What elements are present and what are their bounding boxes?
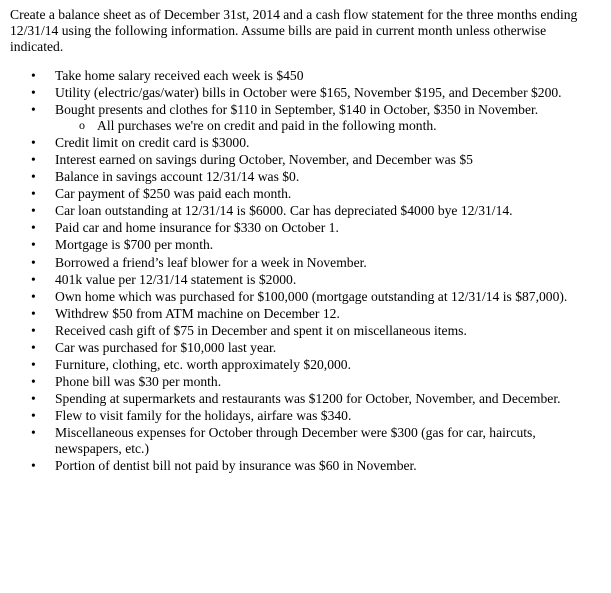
bullet-icon: • bbox=[31, 408, 36, 424]
list-item-text: Furniture, clothing, etc. worth approximately $20,000. bbox=[55, 357, 351, 373]
list-item bbox=[10, 169, 595, 185]
list-item-text: Miscellaneous expenses for October through December were $300 (gas for car, haircuts, newspapers, etc.) bbox=[55, 425, 536, 457]
list-item bbox=[10, 135, 595, 151]
list-item-text: 401k value per 12/31/14 statement is $2000. bbox=[55, 271, 297, 287]
list-item-text: Own home which was purchased for $100,000 (mortgage outstanding at 12/31/14 is $87,000). bbox=[55, 288, 568, 304]
list-item-text: Car was purchased for $10,000 last year. bbox=[55, 340, 277, 355]
bullet-icon: • bbox=[31, 288, 36, 304]
list-item bbox=[10, 323, 595, 339]
list-item-text: Phone bill was $30 per month. bbox=[55, 374, 222, 390]
list-item-text: Flew to visit family for the holidays, airfare was $340. bbox=[55, 408, 352, 424]
list-item-text: Spending at supermarkets and restaurants was $1200 for October, November, and December. bbox=[55, 391, 561, 407]
list-item bbox=[10, 340, 595, 356]
bullet-icon: • bbox=[31, 169, 36, 185]
sub-list bbox=[55, 118, 595, 134]
bullet-icon: • bbox=[31, 203, 36, 219]
list-item bbox=[10, 220, 595, 236]
bullet-icon: • bbox=[31, 186, 36, 202]
list-item bbox=[10, 272, 595, 288]
list-item-text: Paid car and home insurance for $330 on October 1. bbox=[55, 220, 339, 236]
list-item-text: Utility (electric/gas/water) bills in October were $165, November $195, and December $200. bbox=[55, 85, 562, 101]
list-item-text: Mortgage is $700 per month. bbox=[55, 237, 214, 253]
list-item bbox=[10, 289, 595, 305]
list-item bbox=[10, 306, 595, 322]
list-item bbox=[10, 68, 595, 84]
facts-list bbox=[10, 68, 595, 474]
instructions-paragraph: Create a balance sheet as of December 31st, 2014 and a cash flow statement for the three months ending 12/31/14 using the following information. Assume bills are paid in current month unless otherwise indicated. bbox=[10, 7, 578, 54]
list-item bbox=[10, 203, 595, 219]
list-item-text: Car loan outstanding at 12/31/14 is $6000. Car has depreciated $4000 bye 12/31/14. bbox=[55, 203, 513, 219]
bullet-icon: • bbox=[31, 271, 36, 287]
list-item-text: Withdrew $50 from ATM machine on December 12. bbox=[55, 305, 340, 321]
bullet-icon: • bbox=[31, 134, 36, 150]
list-item-text: Balance in savings account 12/31/14 was $0. bbox=[55, 169, 300, 185]
list-item-text: Bought presents and clothes for $110 in September, $140 in October, $350 in November. bbox=[55, 102, 539, 118]
bullet-icon: • bbox=[31, 220, 36, 236]
list-item bbox=[10, 408, 595, 424]
list-item bbox=[10, 255, 595, 271]
sub-list-item-text: All purchases we're on credit and paid in the following month. bbox=[97, 117, 437, 133]
list-item bbox=[10, 152, 595, 168]
bullet-icon: • bbox=[31, 322, 36, 338]
list-item-text: Received cash gift of $75 in December and spent it on miscellaneous items. bbox=[55, 322, 467, 338]
list-item bbox=[10, 85, 595, 101]
list-item bbox=[10, 357, 595, 373]
list-item bbox=[10, 186, 595, 202]
bullet-icon: • bbox=[31, 340, 36, 355]
list-item bbox=[10, 425, 595, 456]
bullet-icon: • bbox=[31, 254, 36, 270]
list-item bbox=[10, 237, 595, 253]
bullet-icon: • bbox=[31, 391, 36, 407]
sub-bullet-icon: o bbox=[79, 117, 85, 132]
bullet-icon: • bbox=[31, 151, 36, 167]
bullet-icon: • bbox=[31, 237, 36, 253]
list-item-text: Car payment of $250 was paid each month. bbox=[55, 186, 292, 202]
list-item bbox=[10, 374, 595, 390]
bullet-icon: • bbox=[31, 458, 36, 474]
bullet-icon: • bbox=[31, 68, 36, 83]
list-item-text: Borrowed a friend’s leaf blower for a week in November. bbox=[55, 254, 367, 270]
sub-list-item bbox=[55, 118, 595, 134]
list-item-text: Interest earned on savings during October, November, and December was $5 bbox=[55, 151, 473, 167]
document-page bbox=[10, 7, 595, 475]
list-item bbox=[10, 458, 595, 474]
list-item bbox=[10, 391, 595, 407]
bullet-icon: • bbox=[31, 305, 36, 321]
bullet-icon: • bbox=[31, 102, 36, 118]
list-item-text: Credit limit on credit card is $3000. bbox=[55, 134, 250, 150]
list-item-text: Take home salary received each week is $450 bbox=[55, 68, 304, 83]
bullet-icon: • bbox=[31, 374, 36, 390]
bullet-icon: • bbox=[31, 425, 36, 441]
list-item bbox=[10, 102, 595, 133]
bullet-icon: • bbox=[31, 357, 36, 373]
list-item-text: Portion of dentist bill not paid by insurance was $60 in November. bbox=[55, 458, 417, 474]
bullet-icon: • bbox=[31, 85, 36, 101]
